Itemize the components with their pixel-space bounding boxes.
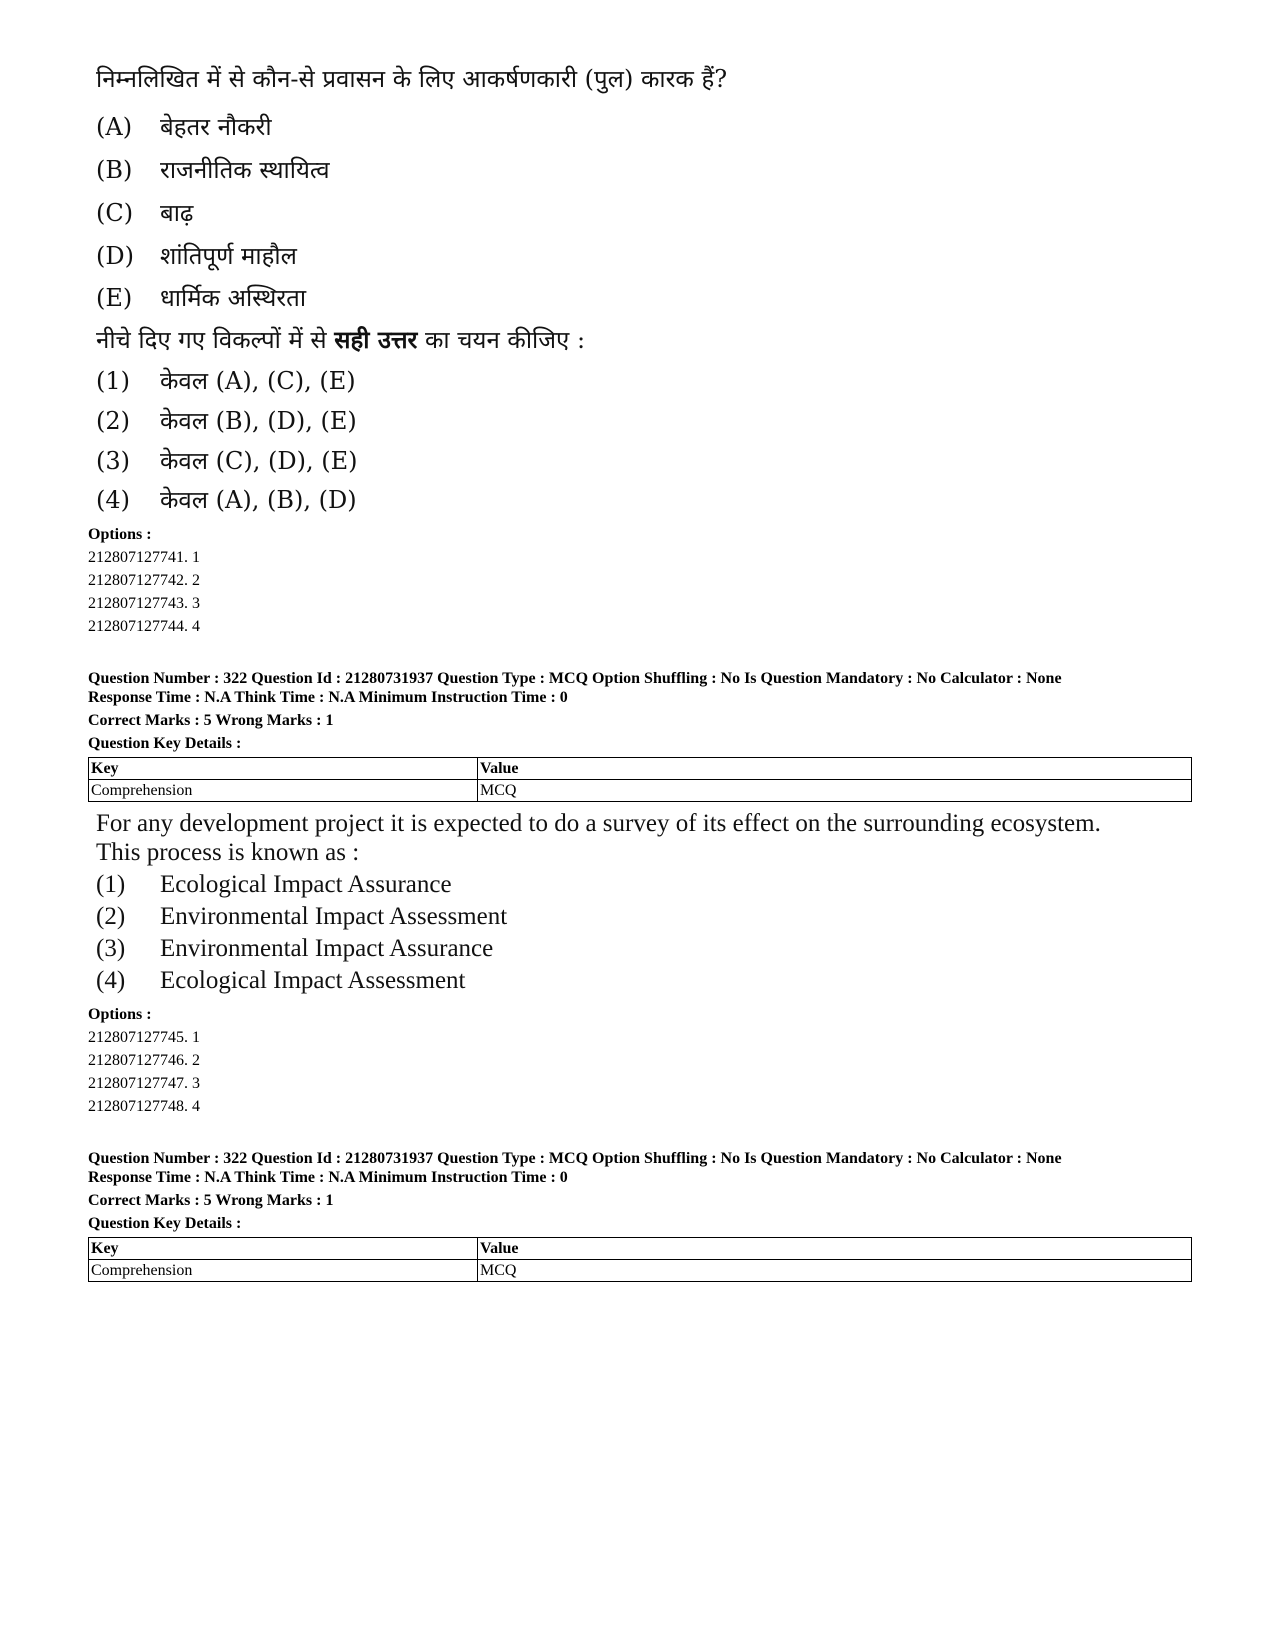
statement-label: (E) bbox=[96, 284, 133, 312]
table-header-key: Key bbox=[89, 1238, 478, 1260]
english-choice-2 bbox=[96, 903, 507, 931]
hindi-question-text: निम्नलिखित में से कौन-से प्रवासन के लिए आकर्षणकारी (पुल) कारक हैं? bbox=[96, 65, 728, 93]
option-item: 212807127746. 2 bbox=[88, 1052, 200, 1069]
choice-label: (4) bbox=[96, 486, 130, 514]
english-choice-3 bbox=[96, 935, 493, 963]
question-meta-line1: Question Number : 322 Question Id : 21280731937 Question Type : MCQ Option Shuffling : No Is Question Mandatory : No Calculator : None bbox=[88, 1150, 1062, 1167]
choice-text: केवल (A), (C), (E) bbox=[160, 367, 356, 395]
choice-label: (4) bbox=[96, 967, 126, 994]
statement-text: राजनीतिक स्थायित्व bbox=[160, 156, 330, 184]
table-header-row bbox=[89, 1238, 1192, 1260]
key-details-table bbox=[88, 1237, 1192, 1282]
hindi-choice-3 bbox=[96, 444, 358, 477]
statement-text: धार्मिक अस्थिरता bbox=[160, 284, 307, 312]
hindi-instruction bbox=[96, 323, 585, 356]
table-row bbox=[89, 1260, 1192, 1282]
option-item: 212807127748. 4 bbox=[88, 1098, 200, 1115]
options-heading: Options : bbox=[88, 526, 152, 543]
option-item: 212807127741. 1 bbox=[88, 549, 200, 566]
key-details-table bbox=[88, 757, 1192, 802]
table-header-value: Value bbox=[478, 1238, 1192, 1260]
table-cell-value: MCQ bbox=[478, 1260, 1192, 1282]
english-choice-1 bbox=[96, 871, 452, 899]
key-details-heading: Question Key Details : bbox=[88, 735, 242, 752]
choice-text: केवल (A), (B), (D) bbox=[160, 486, 357, 514]
statement-label: (C) bbox=[96, 199, 134, 227]
option-item: 212807127744. 4 bbox=[88, 618, 200, 635]
statement-c bbox=[96, 196, 193, 229]
table-header-value: Value bbox=[478, 758, 1192, 780]
choice-text: Ecological Impact Assessment bbox=[160, 967, 466, 994]
choice-text: Environmental Impact Assessment bbox=[160, 903, 508, 930]
instruction-bold: सही उत्तर bbox=[334, 325, 418, 354]
table-cell-key: Comprehension bbox=[89, 780, 478, 802]
choice-text: केवल (B), (D), (E) bbox=[160, 407, 357, 435]
choice-label: (2) bbox=[96, 903, 126, 930]
english-question-line1: For any development project it is expected to do a survey of its effect on the surrounding ecosystem. bbox=[96, 810, 1101, 837]
table-row bbox=[89, 780, 1192, 802]
table-header-key: Key bbox=[89, 758, 478, 780]
option-item: 212807127742. 2 bbox=[88, 572, 200, 589]
table-header-row bbox=[89, 758, 1192, 780]
question-meta-line2: Response Time : N.A Think Time : N.A Minimum Instruction Time : 0 bbox=[88, 689, 568, 706]
choice-label: (1) bbox=[96, 367, 130, 395]
table-cell-key: Comprehension bbox=[89, 1260, 478, 1282]
statement-label: (B) bbox=[96, 156, 133, 184]
english-choice-4 bbox=[96, 967, 465, 995]
choice-label: (1) bbox=[96, 871, 126, 898]
marks-line: Correct Marks : 5 Wrong Marks : 1 bbox=[88, 712, 334, 729]
option-item: 212807127747. 3 bbox=[88, 1075, 200, 1092]
key-details-heading: Question Key Details : bbox=[88, 1215, 242, 1232]
statement-e bbox=[96, 281, 306, 314]
english-question-line2: This process is known as : bbox=[96, 839, 360, 866]
statement-b bbox=[96, 153, 330, 186]
choice-text: केवल (C), (D), (E) bbox=[160, 447, 358, 475]
hindi-choice-1 bbox=[96, 364, 356, 397]
statement-text: बेहतर नौकरी bbox=[160, 113, 272, 141]
instruction-pre: नीचे दिए गए विकल्पों में से bbox=[96, 326, 335, 354]
question-meta-line1: Question Number : 322 Question Id : 21280731937 Question Type : MCQ Option Shuffling : No Is Question Mandatory : No Calculator : None bbox=[88, 670, 1062, 687]
statement-a bbox=[96, 110, 272, 143]
choice-label: (2) bbox=[96, 407, 130, 435]
question-meta-line2: Response Time : N.A Think Time : N.A Minimum Instruction Time : 0 bbox=[88, 1169, 568, 1186]
statement-d bbox=[96, 239, 297, 272]
option-item: 212807127745. 1 bbox=[88, 1029, 200, 1046]
choice-label: (3) bbox=[96, 935, 126, 962]
statement-text: शांतिपूर्ण माहौल bbox=[160, 242, 297, 270]
options-heading: Options : bbox=[88, 1006, 152, 1023]
marks-line: Correct Marks : 5 Wrong Marks : 1 bbox=[88, 1192, 334, 1209]
instruction-post: का चयन कीजिए : bbox=[417, 326, 586, 354]
choice-text: Ecological Impact Assurance bbox=[160, 871, 452, 898]
option-item: 212807127743. 3 bbox=[88, 595, 200, 612]
table-cell-value: MCQ bbox=[478, 780, 1192, 802]
statement-text: बाढ़ bbox=[160, 199, 194, 227]
choice-text: Environmental Impact Assurance bbox=[160, 935, 494, 962]
choice-label: (3) bbox=[96, 447, 130, 475]
statement-label: (A) bbox=[96, 113, 133, 141]
hindi-choice-4 bbox=[96, 483, 357, 516]
hindi-choice-2 bbox=[96, 404, 357, 437]
statement-label: (D) bbox=[96, 242, 134, 270]
